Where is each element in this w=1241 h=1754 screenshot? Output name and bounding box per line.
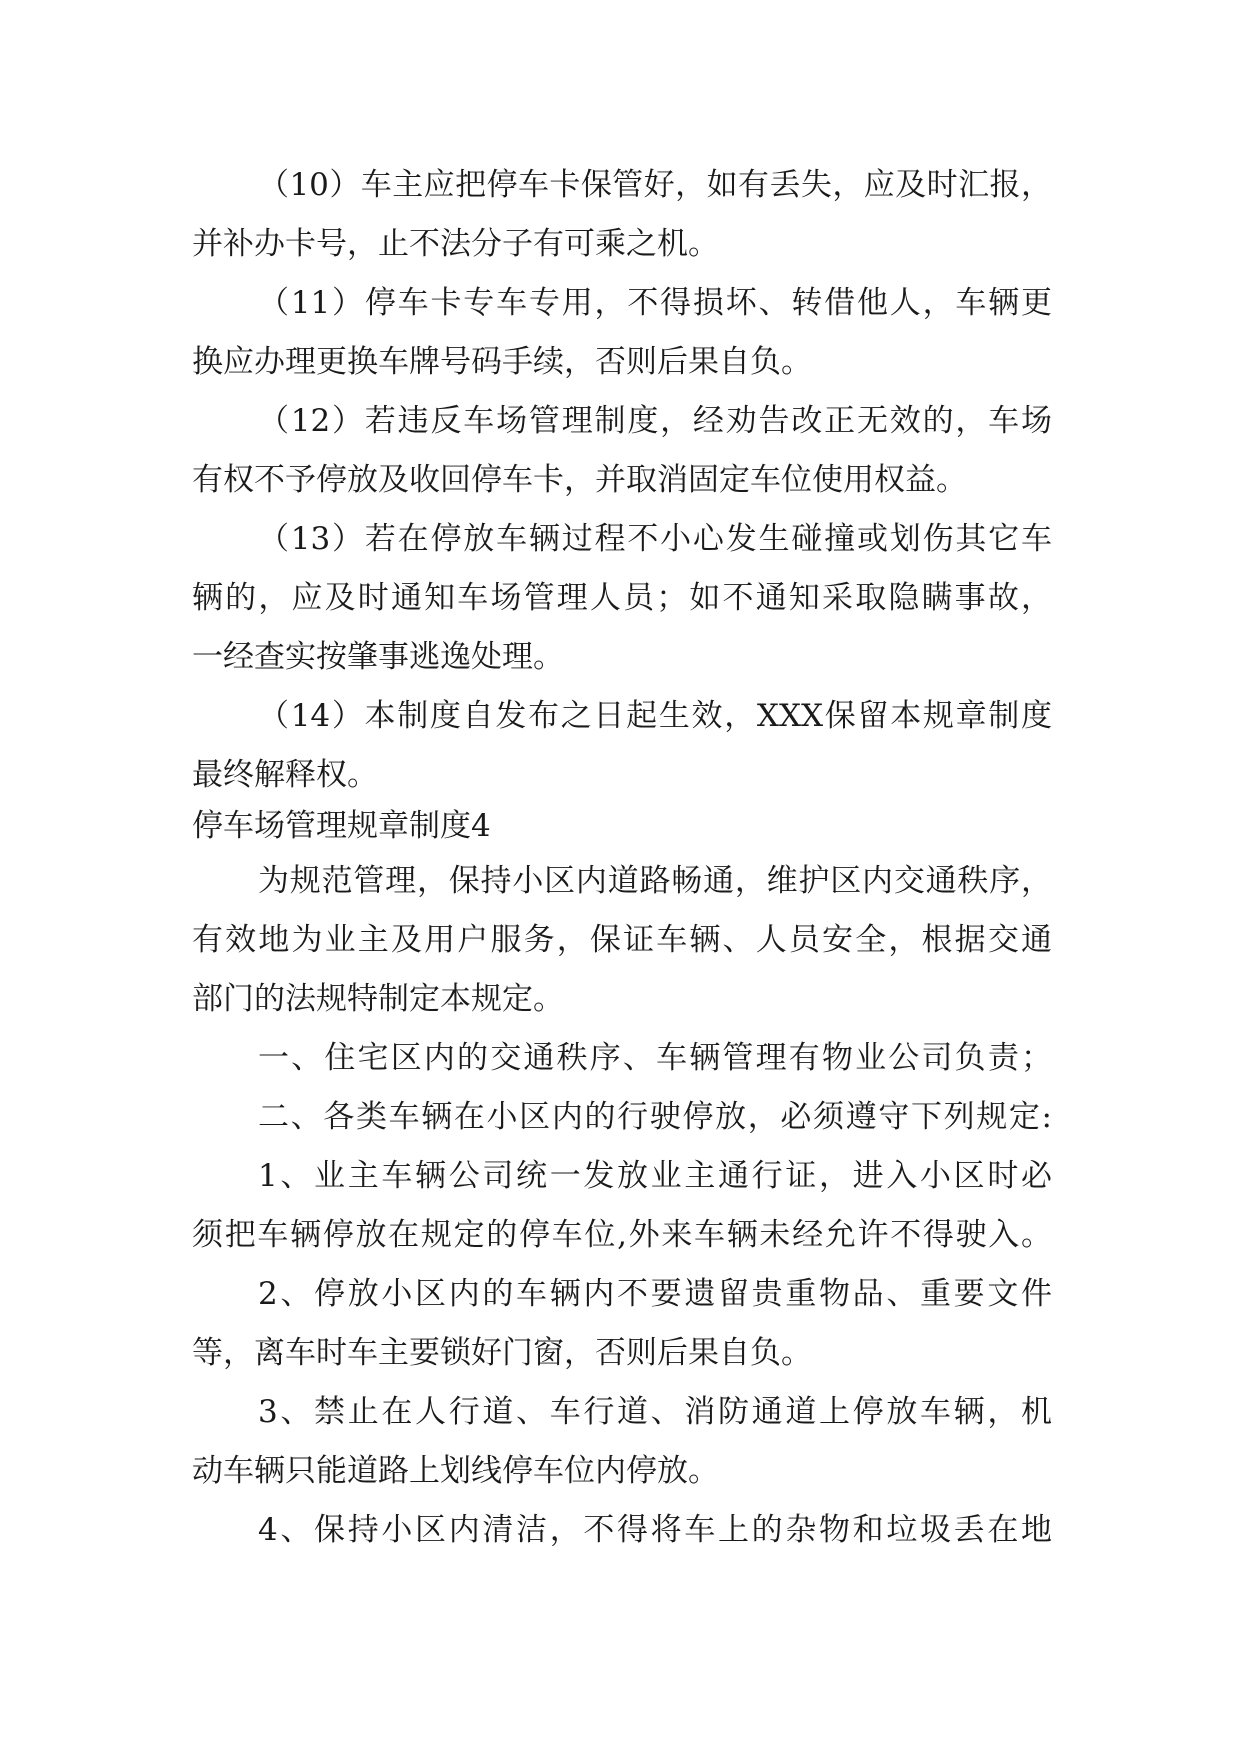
paragraph-11-line-1: （11）停车卡专车专用，不得损坏、转借他人，车辆更 <box>258 285 1052 321</box>
paragraph-12-line-2: 有权不予停放及收回停车卡，并取消固定车位使用权益。 <box>192 462 967 498</box>
paragraph-12-line-1: （12）若违反车场管理制度，经劝告改正无效的，车场 <box>258 403 1052 439</box>
item-4-line-1: 4、保持小区内清洁，不得将车上的杂物和垃圾丢在地 <box>258 1512 1052 1548</box>
intro-line-1: 为规范管理，保持小区内道路畅通，维护区内交通秩序， <box>258 863 1052 899</box>
item-2-line-2: 等，离车时车主要锁好门窗，否则后果自负。 <box>192 1335 812 1371</box>
item-2-line-1: 2、停放小区内的车辆内不要遗留贵重物品、重要文件 <box>258 1276 1052 1312</box>
paragraph-10-line-2: 并补办卡号，止不法分子有可乘之机。 <box>192 226 719 262</box>
paragraph-13-line-3: 一经查实按肇事逃逸处理。 <box>192 639 564 675</box>
paragraph-14-line-2: 最终解释权。 <box>192 757 378 793</box>
item-3-line-2: 动车辆只能道路上划线停车位内停放。 <box>192 1453 719 1489</box>
rule-1-line: 一、住宅区内的交通秩序、车辆管理有物业公司负责； <box>258 1040 1052 1076</box>
paragraph-10-line-1: （10）车主应把停车卡保管好，如有丢失，应及时汇报， <box>258 167 1052 203</box>
item-1-line-1: 1、业主车辆公司统一发放业主通行证，进入小区时必 <box>258 1158 1052 1194</box>
intro-line-2: 有效地为业主及用户服务，保证车辆、人员安全，根据交通 <box>192 922 1052 958</box>
intro-line-3: 部门的法规特制定本规定。 <box>192 981 564 1017</box>
paragraph-14-line-1: （14）本制度自发布之日起生效，XXX保留本规章制度 <box>258 698 1052 734</box>
rule-2-line: 二、各类车辆在小区内的行驶停放，必须遵守下列规定: <box>258 1099 1052 1135</box>
paragraph-11-line-2: 换应办理更换车牌号码手续，否则后果自负。 <box>192 344 812 380</box>
paragraph-13-line-1: （13）若在停放车辆过程不小心发生碰撞或划伤其它车 <box>258 521 1052 557</box>
item-1-line-2: 须把车辆停放在规定的停车位,外来车辆未经允许不得驶入。 <box>192 1217 1052 1253</box>
section-heading: 停车场管理规章制度4 <box>192 808 491 844</box>
item-3-line-1: 3、禁止在人行道、车行道、消防通道上停放车辆，机 <box>258 1394 1052 1430</box>
paragraph-13-line-2: 辆的，应及时通知车场管理人员；如不通知采取隐瞒事故， <box>192 580 1052 616</box>
